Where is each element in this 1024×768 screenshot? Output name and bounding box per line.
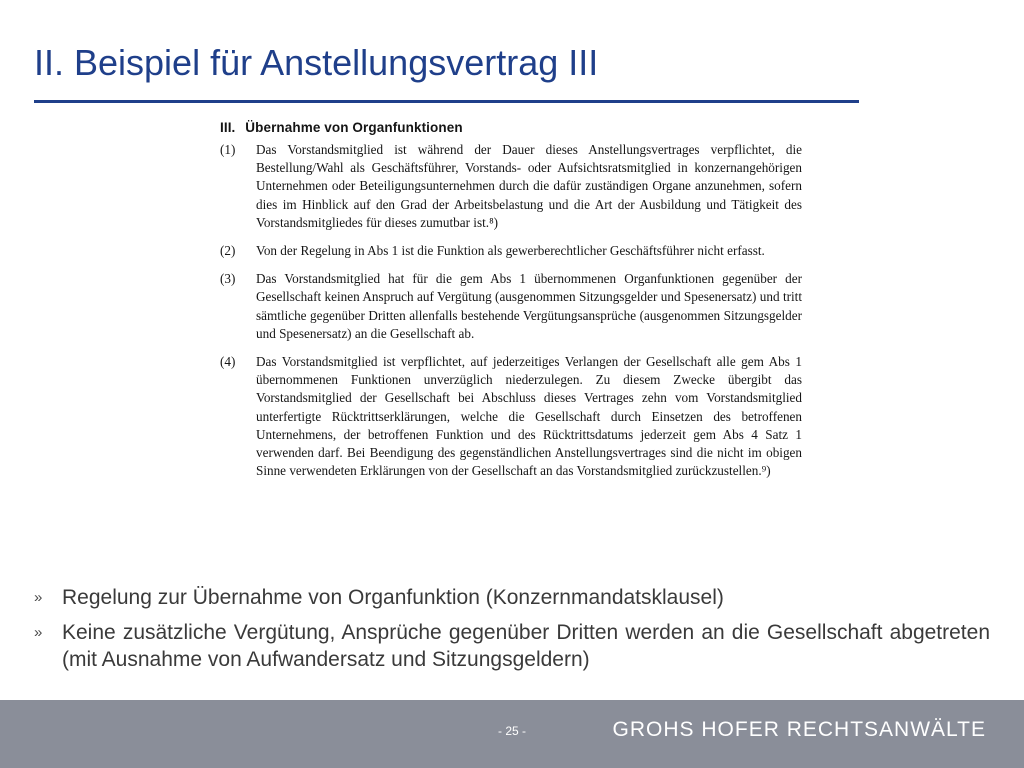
paragraph-number: (1): [220, 142, 236, 157]
bullet-item: [34, 619, 990, 673]
paragraph-3: [220, 270, 802, 343]
section-heading: [220, 120, 802, 135]
paragraph-text: Das Vorstandsmitglied ist während der Dauer dieses Anstellungsvertrages verpflichtet, die Bestellung/Wahl als Geschäftsführer, Vorstands- oder Aufsichtsratsmitglied in konzernangehörigen Unternehmen oder Beteiligungsunternehmen durch die dafür zuständigen Organe anzunehmen, sofern dies im Hinblick auf den Grad der Arbeitsbelastung und die Art der Ausbildung und Tätigkeit des Vorstandsmitgliedes für dieses zumutbar ist.⁸): [256, 142, 802, 230]
paragraph-2: [220, 242, 802, 260]
paragraph-4: [220, 353, 802, 480]
bullet-chevron-icon: »: [34, 589, 43, 606]
scanned-contract-excerpt: [218, 116, 806, 574]
paragraph-number: (3): [220, 271, 236, 287]
paragraph-text: Das Vorstandsmitglied ist verpflichtet, auf jederzeitiges Verlangen der Gesellschaft alle gem Abs 1 übernommenen Funktionen unverzüglich niederzulegen. Zu diesem Zwecke übergibt das Vorstandsmitglied der Gesellschaft bei Abschluss dieses Vertrages zehn vom Vorstandsmitglied unterfertigte Rücktrittserklärungen, welche die Gesellschaft durch Einsetzen des betroffenen Unternehmens, der betroffenen Funktion und des Rücktrittsdatums jederzeit gem Abs 4 Satz 1 verwenden darf. Bei Beendigung des gegenständlichen Anstellungsvertrages sind die nicht im obigen Sinne verwendeten Erklärungen von der Gesellschaft an das Vorstandsmitglied zurückzustellen.⁹): [256, 354, 802, 479]
footer-bar: [0, 700, 1024, 768]
paragraph-text: Von der Regelung in Abs 1 ist die Funktion als gewerberechtlicher Geschäftsführer nicht erfasst.: [256, 243, 765, 259]
page-number: - 25 -: [497, 724, 526, 738]
firm-logo-text: GROHS HOFER RECHTSANWÄLTE: [612, 718, 986, 741]
section-heading-number: III.: [220, 120, 236, 135]
paragraph-number: (2): [220, 243, 236, 259]
bullet-text: Keine zusätzliche Vergütung, Ansprüche gegenüber Dritten werden an die Gesellschaft abgetreten (mit Ausnahme von Aufwandersatz und Sitzungsgeldern): [62, 621, 990, 671]
section-heading-title: Übernahme von Organfunktionen: [245, 120, 463, 135]
bullet-chevron-icon: »: [34, 624, 43, 641]
bullet-text: Regelung zur Übernahme von Organfunktion (Konzernmandatsklausel): [62, 586, 724, 609]
summary-bullets: [34, 584, 990, 681]
bullet-item: [34, 584, 990, 611]
paragraph-1: [220, 141, 802, 232]
slide-title: II. Beispiel für Anstellungsvertrag III: [34, 42, 599, 83]
paragraph-text: Das Vorstandsmitglied hat für die gem Abs 1 übernommenen Organfunktionen gegenüber der Gesellschaft keinen Anspruch auf Vergütung (ausgenommen Sitzungsgelder und Spesenersatz) und tritt sämtliche gegenüber Dritten allenfalls bestehende Vergütungsansprüche (ausgenommen Sitzungsgelder und Spesenersatz) an die Gesellschaft ab.: [256, 271, 802, 341]
title-underline: [34, 100, 859, 103]
paragraph-number: (4): [220, 354, 236, 370]
